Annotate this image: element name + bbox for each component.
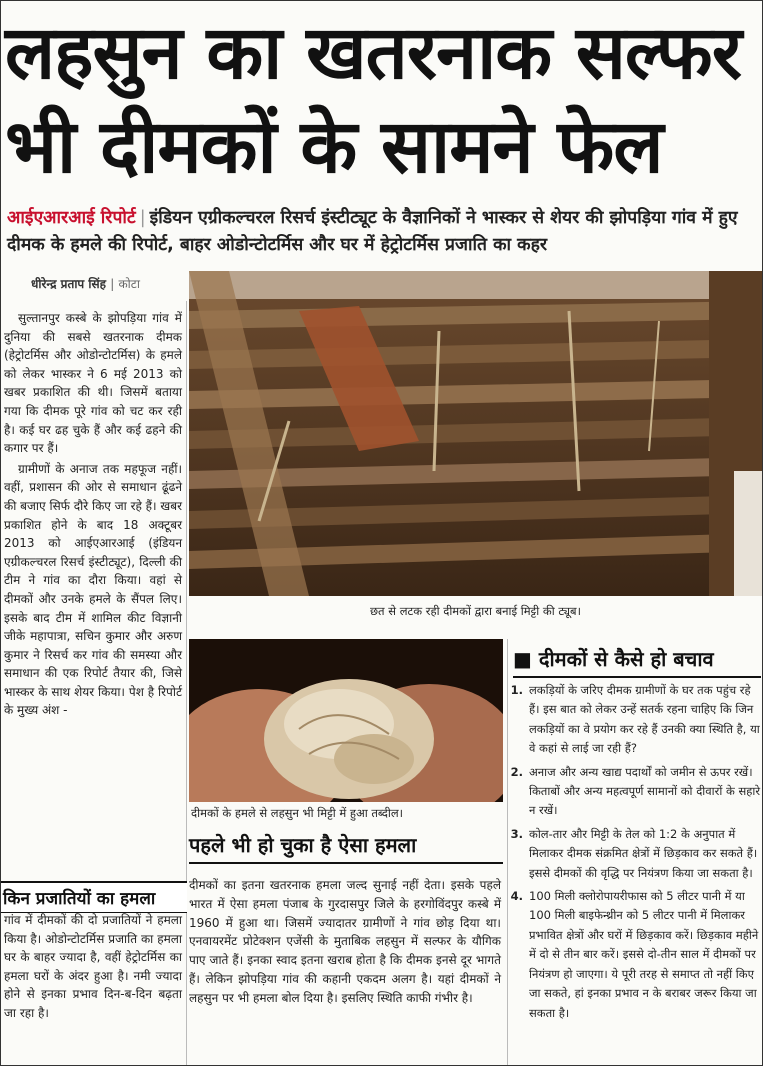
prevention-item: 1. लकड़ियों के जरिए दीमक ग्रामीणों के घर तक पहुंच रहे हैं। इस बात को लेकर उन्हें सतर्क रहना चाहिए कि जिन लकड़ियों का वे प्रयोग कर रहे हैं उनकी क्या स्थिति है, या वे कहां से लाई जा रही हैं? bbox=[527, 681, 761, 759]
photo-caption-1: छत से लटक रही दीमकों द्वारा बनाई मिट्टी की ट्यूब। bbox=[370, 604, 581, 618]
headline-line-2: भी दीमकों के सामने फेल bbox=[5, 104, 663, 190]
prevention-heading: ■ दीमकों से कैसे हो बचाव bbox=[513, 645, 761, 678]
prevention-list-column bbox=[513, 681, 761, 1027]
deck-text: इंडियन एग्रीकल्चरल रिसर्च इंस्टीट्यूट के वैज्ञानिकों ने भास्कर से शेयर की झोपड़िया गांव में हुए दीमक के हमले की रिपोर्ट, बाहर ओडोन्टोटर्मिस और घर में हेट्रोटर्मिस प्रजाति का कहर bbox=[7, 208, 738, 255]
byline-author: धीरेन्द्र प्रताप सिंह bbox=[31, 277, 107, 291]
photo-caption-2: दीमकों के हमले से लहसुन भी मिट्टी में हुआ तब्दील। bbox=[191, 806, 403, 820]
prevention-heading-text: दीमकों से कैसे हो बचाव bbox=[538, 647, 714, 671]
history-heading: पहले भी हो चुका है ऐसा हमला bbox=[189, 831, 503, 864]
species-text: गांव में दीमकों की दो प्रजातियों ने हमला किया है। ओडोन्टोटर्मिस प्रजाति का हमला घर के बाहर ज्यादा है, वहीं हेट्रोटर्मिस का हमला घरों के अंदर हुआ है। नमी ज्यादा होने से इनका प्रभाव दिन-ब-दिन बढ़ता जा रहा है। bbox=[4, 913, 182, 1020]
deck-separator: | bbox=[139, 208, 146, 228]
prevention-list bbox=[513, 681, 761, 1023]
intro-paragraph-1: सुल्तानपुर कस्बे के झोपड़िया गांव में दुनिया की सबसे खतरनाक दीमक (हेट्रोटर्मिस और ओडोन्टोटर्मिस) के हमले को लेकर भास्कर ने 6 मई 2013 को खबर प्रकाशित की थी। जिसमें बताया गया कि दीमक पूरे गांव को चट कर रही है। कई घर ढह चुके हैं और कई ढहने की कगार पर हैं। bbox=[4, 311, 182, 456]
intro-column bbox=[4, 309, 182, 722]
garlic-photo bbox=[189, 639, 503, 802]
intro-paragraph-2: ग्रामीणों के अनाज तक महफूज नहीं। वहीं, प्रशासन की ओर से समाधान ढूंढने की बजाए सिर्फ दौरे किए जा रहे हैं। खबर प्रकाशित होने के बाद 18 अक्टूबर 2013 को आईएआरआई (इंडियन एग्रीकल्चरल रिसर्च इंस्टीट्यूट), दिल्ली की टीम ने गांव का दौरा किया। वहां से दीमकों और उनके हमले के सैंपल लिए। इसके बाद टीम में शामिल कीट विज्ञानी जीके महापात्रा, सचिन कुमार और अरुण कुमार ने रिसर्च कर गांव की समस्या और समाधान की एक रिपोर्ट तैयार की, जिसे भास्कर के साथ शेयर किया। पेश है रिपोर्ट के मुख्य अंश - bbox=[4, 461, 182, 718]
byline-separator: | bbox=[110, 277, 115, 291]
ceiling-photo-image bbox=[189, 271, 762, 596]
ceiling-termite-photo bbox=[189, 271, 762, 596]
report-tag: आईएआरआई रिपोर्ट bbox=[7, 208, 136, 228]
prevention-item: 3. कोल-तार और मिट्टी के तेल को 1:2 के अनुपात में मिलाकर दीमक संक्रमित क्षेत्रों में छिड़काव कर सकते हैं। इससे दीमकों की वृद्धि पर नियंत्रण किया जा सकता है। bbox=[527, 825, 761, 883]
history-text: दीमकों का इतना खतरनाक हमला जल्द सुनाई नहीं देता। इसके पहले भारत में ऐसा हमला पंजाब के गुरदासपुर जिले के हरगोविंदपुर कस्बे में 1960 में हुआ था। जिसमें ज्यादातर ग्रामीणों ने गांव छोड़ दिया था।एनवायरमेंट प्रोटेक्शन एजेंसी के मुताबिक लहसुन में सल्फर के यौगिक पाए जाते हैं। इनका स्वाद इतना खराब होता है कि दीमक इनसे दूर भागते हैं। लेकिन झोपड़िया गांव की कहानी एकदम अलग है। यहां दीमकों ने लहसुन पर भी हमला बोल दिया है। इसलिए स्थिति काफी गंभीर है। bbox=[189, 878, 501, 1005]
prevention-item: 2. अनाज और अन्य खाद्य पदार्थों को जमीन से ऊपर रखें। किताबों और अन्य महत्वपूर्ण सामानों को दीवारों के सहारे न रखें। bbox=[527, 763, 761, 821]
column-divider bbox=[186, 301, 187, 1065]
byline bbox=[31, 275, 140, 292]
deck bbox=[7, 205, 759, 259]
headline-line-1: लहसुन का खतरनाक सल्फर bbox=[5, 10, 741, 96]
column-divider bbox=[507, 639, 508, 1065]
prevention-item: 4. 100 मिली क्लोरोपायरीफास को 5 लीटर पानी में या 100 मिली बाइफेन्थ्रीन को 5 लीटर पानी में मिलाकर प्रभावित क्षेत्रों और घरों में छिड़काव करें। छिड़काव महीने में दो से तीन बार करें। इससे दो-तीन साल में दीमकों पर नियंत्रण हो जाएगा। ये पूरी तरह से समाप्त तो नहीं किए जा सकते, हां इनका प्रभाव न के बराबर जरूर किया जा सकता है। bbox=[527, 887, 761, 1023]
byline-location: कोटा bbox=[118, 277, 140, 291]
garlic-photo-image bbox=[189, 639, 503, 802]
species-heading: किन प्रजातियों का हमला bbox=[1, 881, 187, 913]
